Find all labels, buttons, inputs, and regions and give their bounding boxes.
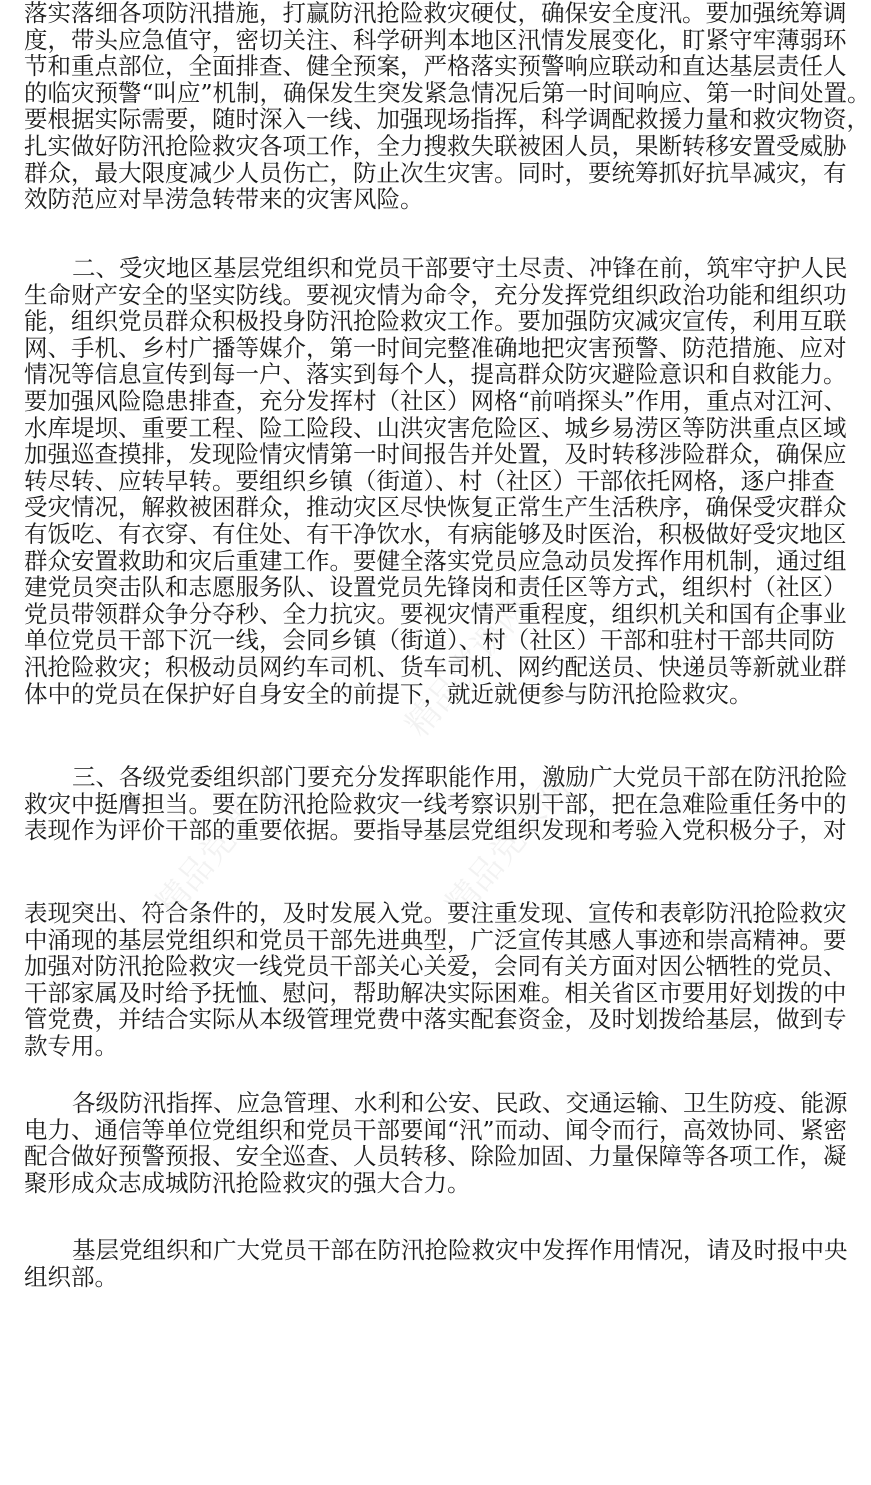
text-line: 转尽转、应转早转。要组织乡镇（街道）、村（社区）干部依托网格，逐户排查 [24,466,835,495]
text-line: 扎实做好防汛抢险救灾各项工作，全力搜救失联被困人员，果断转移安置受威胁 [24,131,847,160]
text-line: 体中的党员在保护好自身安全的前提下，就近就便参与防汛抢险救灾。 [24,679,753,708]
text-line: 加强对防汛抢险救灾一线党员干部关心关爱，会同有关方面对因公牺牲的党员、 [24,952,847,981]
text-line: 党员带领群众争分夺秒、全力抗灾。要视灾情严重程度，组织机关和国有企事业 [24,599,847,628]
text-line: 节和重点部位，全面排查、健全预案，严格落实预警响应联动和直达基层责任人 [24,52,847,81]
text-line: 建党员突击队和志愿服务队、设置党员先锋岗和责任区等方式，组织村（社区） [24,573,847,602]
watermark: 精品党课网 [397,588,538,745]
text-line: 表现突出、符合条件的，及时发展入党。要注重发现、宣传和表彰防汛抢险救灾 [24,899,847,927]
paragraph-p3b [24,899,847,1060]
text-line: 电力、通信等单位党组织和党员干部要闻“汛”而动、闻令而行，高效协同、紧密 [24,1115,848,1144]
text-line: 有饭吃、有衣穿、有住处、有干净饮水，有病能够及时医治，积极做好受灾地区 [24,519,847,548]
text-line: 的临灾预警“叫应”机制，确保发生突发紧急情况后第一时间响应、第一时间处置。 [24,78,871,107]
text-line: 要根据实际需要，随时深入一线、加强现场指挥，科学调配救援力量和救灾物资， [24,105,870,134]
text-line: 基层党组织和广大党员干部在防汛抢险救灾中发挥作用情况，请及时报中央 [72,1236,848,1264]
text-line: 单位党员干部下沉一线，会同乡镇（街道）、村（社区）干部和驻村干部共同防 [24,626,835,655]
text-line: 干部家属及时给予抚恤、慰问，帮助解决实际困难。相关省区市要用好划拨的中 [24,978,847,1007]
text-line: 二、受灾地区基层党组织和党员干部要守土尽责、冲锋在前，筑牢守护人民 [72,254,848,282]
text-line: 聚形成众志成城防汛抢险救灾的强大合力。 [24,1168,471,1197]
text-line: 网、手机、乡村广播等媒介，第一时间完整准确地把灾害预警、防范措施、应对 [24,333,847,362]
text-line: 生命财产安全的坚实防线。要视灾情为命令，充分发挥党组织政治功能和组织功 [24,280,847,309]
text-line: 中涌现的基层党组织和党员干部先进典型，广泛宣传其感人事迹和崇高精神。要 [24,925,847,954]
text-line: 能，组织党员群众积极投身防汛抢险救灾工作。要加强防灾减灾宣传，利用互联 [24,307,847,336]
watermark: 精品党课网 [437,768,578,925]
text-line: 群众，最大限度减少人员伤亡，防止次生灾害。同时，要统筹抓好抗旱减灾，有 [24,158,847,187]
text-line: 受灾情况，解救被困群众，推动灾区尽快恢复正常生产生活秩序，确保受灾群众 [24,493,847,522]
text-line: 表现作为评价干部的重要依据。要指导基层党组织发现和考验入党积极分子，对 [24,816,847,845]
text-line: 管党费，并结合实际从本级管理党费中落实配套资金，及时划拨给基层，做到专 [24,1005,847,1034]
text-line: 加强巡查摸排，发现险情灾情第一时间报告并处置，及时转移涉险群众，确保应 [24,440,847,469]
paragraph-p1 [24,0,871,214]
paragraph-p2 [24,254,848,708]
watermark: 精品党课网 [147,768,288,925]
text-line: 组织部。 [24,1262,118,1291]
text-line: 要加强风险隐患排查，充分发挥村（社区）网格“前哨探头”作用，重点对江河、 [24,386,848,415]
text-line: 度，带头应急值守，密切关注、科学研判本地区汛情发展变化，盯紧守牢薄弱环 [24,25,847,54]
text-line: 效防范应对旱涝急转带来的灾害风险。 [24,185,424,214]
text-line: 汛抢险救灾；积极动员网约车司机、货车司机、网约配送员、快递员等新就业群 [24,652,847,681]
text-line: 情况等信息宣传到每一户、落实到每个人，提高群众防灾避险意识和自救能力。 [24,360,847,389]
paragraph-p5 [24,1236,848,1291]
text-line: 水库堤坝、重要工程、险工险段、山洪灾害危险区、城乡易涝区等防洪重点区域 [24,413,847,442]
text-line: 三、各级党委组织部门要充分发挥职能作用，激励广大党员干部在防汛抢险 [72,763,848,791]
text-line: 各级防汛指挥、应急管理、水利和公安、民政、交通运输、卫生防疫、能源 [72,1089,848,1117]
text-line: 配合做好预警预报、安全巡查、人员转移、除险加固、力量保障等各项工作，凝 [24,1142,847,1171]
text-line: 群众安置救助和灾后重建工作。要健全落实党员应急动员发挥作用机制，通过组 [24,546,847,575]
text-line: 款专用。 [24,1031,118,1060]
paragraph-p4 [24,1089,848,1197]
paragraph-p3a [24,763,848,845]
text-line: 救灾中挺膺担当。要在防汛抢险救灾一线考察识别干部，把在急难险重任务中的 [24,789,847,818]
text-line: 落实落细各项防汛措施，打赢防汛抢险救灾硬仗，确保安全度汛。要加强统筹调 [24,0,847,27]
